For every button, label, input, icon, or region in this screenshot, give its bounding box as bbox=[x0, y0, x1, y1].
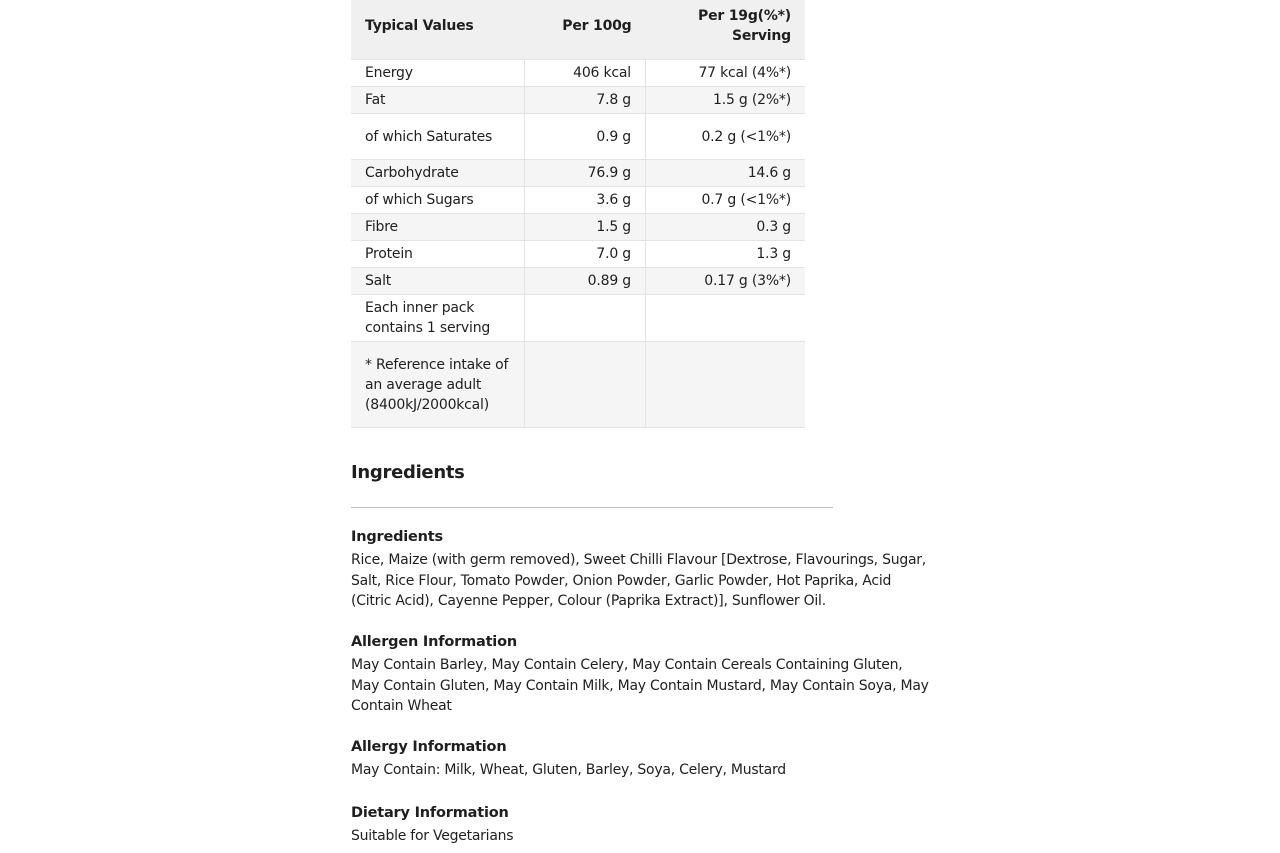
allergen-information-block bbox=[351, 632, 931, 717]
nutrient-name: Fat bbox=[351, 87, 525, 114]
nutrient-name: Energy bbox=[351, 60, 525, 87]
nutrient-per-serving bbox=[645, 342, 805, 428]
ingredients-section-title: Ingredients bbox=[351, 462, 465, 483]
dietary-information-heading: Dietary Information bbox=[351, 805, 509, 821]
header-typical-values: Typical Values bbox=[351, 0, 525, 60]
nutrient-per-100g: 76.9 g bbox=[525, 160, 646, 187]
dietary-information-text: Suitable for Vegetarians bbox=[351, 828, 514, 844]
ingredients-heading: Ingredients bbox=[351, 529, 443, 545]
nutrient-per-100g: 406 kcal bbox=[525, 60, 646, 87]
nutrient-per-serving bbox=[645, 295, 805, 342]
nutrition-table bbox=[351, 0, 805, 428]
ingredients-block bbox=[351, 527, 931, 612]
nutrient-per-100g bbox=[525, 342, 646, 428]
nutrition-row-reference-intake bbox=[351, 342, 805, 428]
nutrient-name: Carbohydrate bbox=[351, 160, 525, 187]
nutrient-per-serving: 14.6 g bbox=[645, 160, 805, 187]
nutrient-name: Protein bbox=[351, 241, 525, 268]
nutrition-row-energy bbox=[351, 60, 805, 87]
header-per-100g: Per 100g bbox=[525, 0, 646, 60]
nutrition-row-fat bbox=[351, 87, 805, 114]
ingredients-text: Rice, Maize (with germ removed), Sweet Chilli Flavour [Dextrose, Flavourings, Sugar, Salt, Rice Flour, Tomato Powder, Onion Powder, Garlic Powder, Hot Paprika, Acid (Citric Acid), Cayenne Pepper, Colour (Paprika Extract)], Sunflower Oil. bbox=[351, 552, 927, 609]
nutrient-per-serving: 0.7 g (<1%*) bbox=[645, 187, 805, 214]
allergy-information-heading: Allergy Information bbox=[351, 739, 507, 755]
nutrient-per-100g: 7.8 g bbox=[525, 87, 646, 114]
nutrient-per-100g bbox=[525, 295, 646, 342]
nutrient-per-100g: 0.9 g bbox=[525, 114, 646, 160]
nutrition-row-protein bbox=[351, 241, 805, 268]
section-divider bbox=[351, 507, 833, 508]
allergy-information-block bbox=[351, 737, 931, 781]
nutrition-row-sugars bbox=[351, 187, 805, 214]
nutrition-row-pack-note bbox=[351, 295, 805, 342]
nutrient-per-100g: 3.6 g bbox=[525, 187, 646, 214]
nutrient-per-100g: 0.89 g bbox=[525, 268, 646, 295]
nutrient-per-serving: 1.5 g (2%*) bbox=[645, 87, 805, 114]
nutrient-name: Salt bbox=[351, 268, 525, 295]
allergen-information-text: May Contain Barley, May Contain Celery, May Contain Cereals Containing Gluten, May Contain Gluten, May Contain Milk, May Contain Mustard, May Contain Soya, May Contain Wheat bbox=[351, 657, 929, 714]
nutrient-per-serving: 0.17 g (3%*) bbox=[645, 268, 805, 295]
nutrition-row-saturates bbox=[351, 114, 805, 160]
nutrition-note: Each inner pack contains 1 serving bbox=[351, 295, 525, 342]
nutrition-header-row bbox=[351, 0, 805, 60]
reference-intake-note: * Reference intake of an average adult (8400kJ/2000kcal) bbox=[351, 342, 525, 428]
nutrient-name: of which Saturates bbox=[351, 114, 525, 160]
nutrition-row-carbohydrate bbox=[351, 160, 805, 187]
nutrient-per-serving: 0.3 g bbox=[645, 214, 805, 241]
nutrition-row-fibre bbox=[351, 214, 805, 241]
nutrient-per-100g: 7.0 g bbox=[525, 241, 646, 268]
nutrient-name: of which Sugars bbox=[351, 187, 525, 214]
nutrient-per-serving: 1.3 g bbox=[645, 241, 805, 268]
nutrient-name: Fibre bbox=[351, 214, 525, 241]
nutrition-row-salt bbox=[351, 268, 805, 295]
nutrient-per-serving: 0.2 g (<1%*) bbox=[645, 114, 805, 160]
nutrient-per-serving: 77 kcal (4%*) bbox=[645, 60, 805, 87]
dietary-information-block bbox=[351, 803, 931, 847]
nutrient-per-100g: 1.5 g bbox=[525, 214, 646, 241]
allergen-information-heading: Allergen Information bbox=[351, 634, 517, 650]
allergy-information-text: May Contain: Milk, Wheat, Gluten, Barley, Soya, Celery, Mustard bbox=[351, 762, 786, 778]
header-per-serving: Per 19g(%*) Serving bbox=[645, 0, 805, 60]
